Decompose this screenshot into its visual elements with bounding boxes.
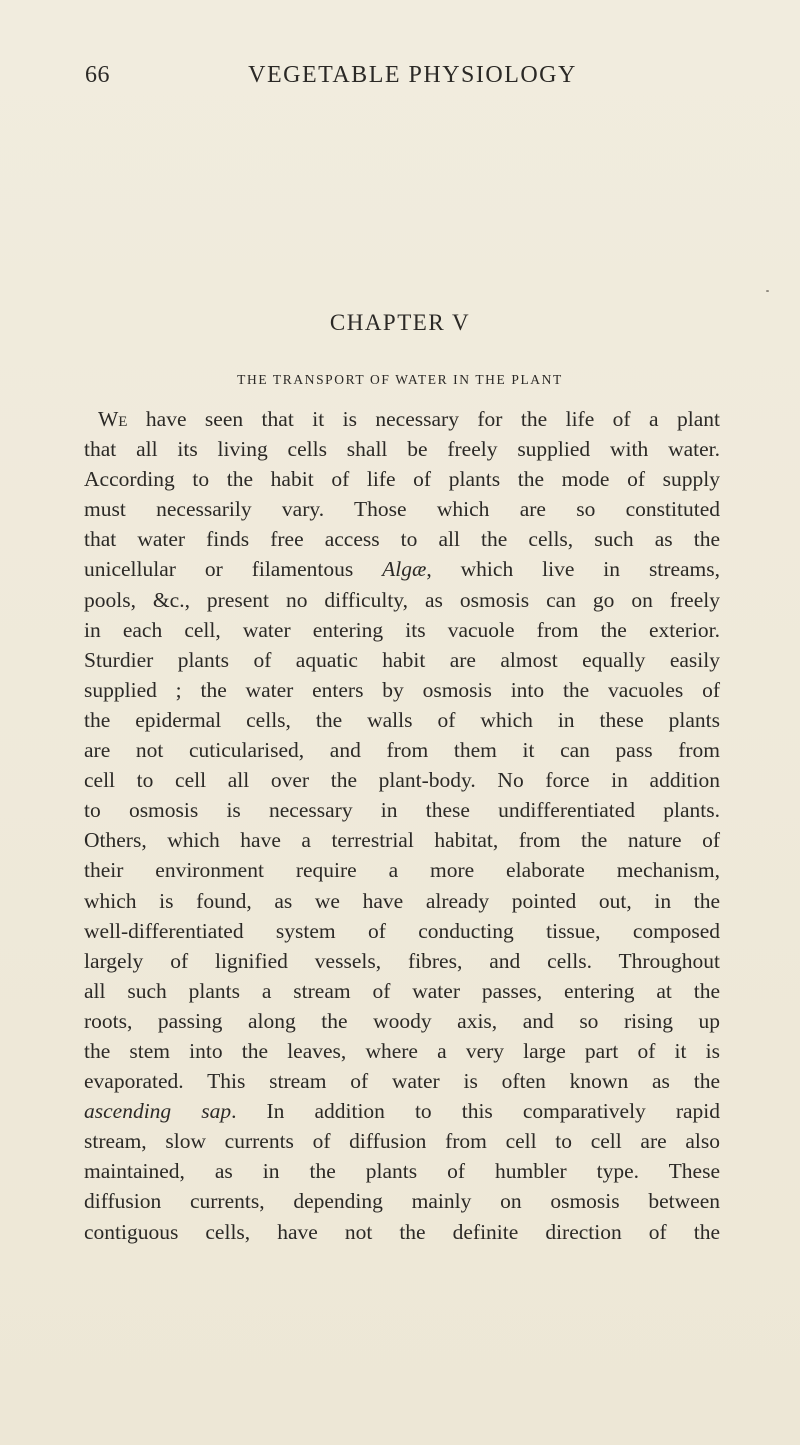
running-title: VEGETABLE PHYSIOLOGY bbox=[248, 62, 577, 88]
running-header bbox=[85, 62, 715, 96]
text-line: the epidermal cells, the walls of which in these plants bbox=[84, 707, 720, 732]
text-line bbox=[84, 1096, 720, 1126]
text-line: contiguous cells, have not the definite direction of the bbox=[84, 1219, 720, 1244]
paper-speck bbox=[766, 290, 769, 292]
chapter-heading: CHAPTER V bbox=[329, 310, 471, 335]
body-paragraph bbox=[84, 404, 720, 1247]
text-line: all such plants a stream of water passes, entering at the bbox=[84, 978, 720, 1003]
text-line: that water finds free access to all the cells, such as the bbox=[84, 527, 720, 552]
text-line: maintained, as in the plants of humbler type. These bbox=[84, 1159, 720, 1184]
text-line: Sturdier plants of aquatic habit are almost equally easily bbox=[84, 647, 720, 672]
opening-word: We bbox=[98, 407, 128, 431]
text-line: the stem into the leaves, where a very large part of it is bbox=[84, 1038, 720, 1063]
text-line: Others, which have a terrestrial habitat, from the nature of bbox=[84, 828, 720, 853]
italic-term: ascending sap bbox=[84, 1099, 232, 1124]
text-line: evaporated. This stream of water is often known as the bbox=[84, 1069, 720, 1094]
text-line: diffusion currents, depending mainly on osmosis between bbox=[84, 1189, 720, 1214]
text-line: stream, slow currents of diffusion from cell to cell are also bbox=[84, 1129, 720, 1154]
text-line: are not cuticularised, and from them it can pass from bbox=[84, 738, 720, 763]
text-line: supplied ; the water enters by osmosis into the vacuoles of bbox=[84, 677, 720, 702]
text-line: that all its living cells shall be freely supplied with water. bbox=[84, 437, 720, 462]
text-line: in each cell, water entering its vacuole from the exterior. bbox=[84, 617, 720, 642]
italic-term: Algæ bbox=[382, 557, 427, 582]
text-line: must necessarily vary. Those which are so constituted bbox=[84, 497, 720, 522]
text-line: their environment require a more elaborate mechanism, bbox=[84, 858, 720, 883]
text-line bbox=[84, 404, 720, 434]
text-line: to osmosis is necessary in these undifferentiated plants. bbox=[84, 798, 720, 823]
text-line: According to the habit of life of plants the mode of supply bbox=[84, 467, 720, 492]
text-line: largely of lignified vessels, fibres, and cells. Throughout bbox=[84, 948, 720, 973]
text-line: pools, &c., present no difficulty, as osmosis can go on freely bbox=[84, 587, 720, 612]
text-line: roots, passing along the woody axis, and so rising up bbox=[84, 1008, 720, 1033]
line-text: ascending sap. In addition to this comparatively rapid bbox=[84, 1099, 721, 1124]
text-line: which is found, as we have already pointed out, in the bbox=[84, 888, 720, 913]
page-number: 66 bbox=[85, 62, 110, 88]
text-line: well-differentiated system of conducting tissue, composed bbox=[84, 918, 720, 943]
line-text: unicellular or filamentous Algæ, which live in streams, bbox=[84, 557, 720, 582]
text-line bbox=[84, 554, 720, 584]
chapter-subtitle: THE TRANSPORT OF WATER IN THE PLANT bbox=[237, 372, 563, 387]
line-text: have seen that it is necessary for the life of a plant bbox=[127, 407, 720, 431]
text-line: cell to cell all over the plant-body. No force in addition bbox=[84, 768, 720, 793]
